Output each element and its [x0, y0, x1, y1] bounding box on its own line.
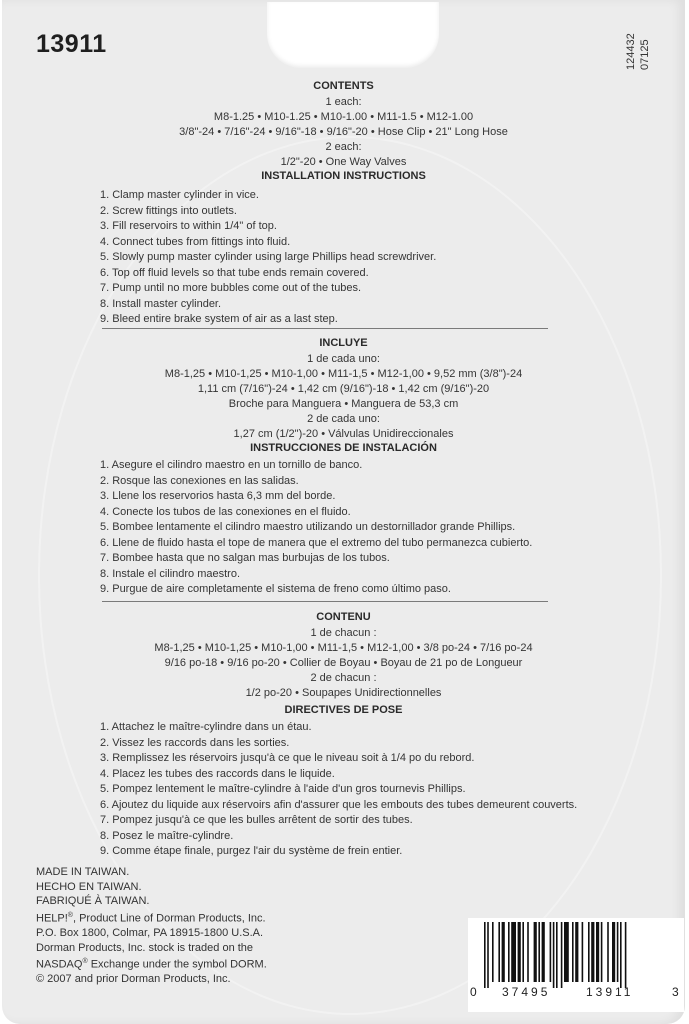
barcode-bar [508, 922, 510, 982]
contents-line: 1 de chacun : [310, 627, 377, 639]
contents-line: 2 each: [325, 141, 362, 153]
instruction-step: 8. Instale el cilindro maestro. [100, 567, 241, 580]
instruction-step: 6. Top off fluid levels so that tube ends remain covered. [100, 266, 369, 279]
code-2: 07125 [639, 39, 651, 70]
copyright: © 2007 and prior Dorman Products, Inc. [36, 973, 231, 986]
contents-line: 1,11 cm (7/16")-24 • 1,42 cm (9/16")-18 • 1,42 cm (9/16")-20 [197, 383, 490, 395]
exchange-line [36, 955, 267, 972]
contents-title-fr: CONTENU [316, 611, 371, 623]
registered-mark: ® [67, 911, 73, 919]
barcode-bar [492, 922, 494, 982]
instruction-step: 7. Pompez jusqu'à ce que les bulles arrêtent de sortir des tubes. [100, 814, 413, 826]
instructions-title-en: INSTALLATION INSTRUCTIONS [261, 170, 426, 182]
contents-list-fr [2, 626, 685, 701]
contents-line: Broche para Manguera • Manguera de 53,3 cm [228, 398, 459, 410]
barcode-bar [620, 922, 622, 988]
stock-line: Dorman Products, Inc. stock is traded on the [36, 941, 254, 954]
barcode-bar [502, 922, 505, 982]
nasdaq-text: NASDAQ [36, 958, 83, 971]
contents-list-en [2, 95, 685, 170]
barcode-bar [607, 922, 609, 982]
contents-line: 1/2"-20 • One Way Valves [280, 156, 407, 168]
instruction-step: 9. Bleed entire brake system of air as a last step. [100, 313, 338, 325]
instruction-step: 3. Remplissez les réservoirs jusqu'à ce que le niveau soit à 1/4 po du rebord. [100, 752, 475, 764]
barcode-bar [601, 922, 603, 982]
instruction-step: 8. Posez le maître-cylindre. [100, 829, 234, 842]
barcode-bar [617, 922, 619, 982]
barcode-bar [538, 922, 540, 982]
product-line-text: , Product Line of Dorman Products, Inc. [72, 912, 266, 925]
divider [102, 328, 548, 329]
contents-line: 1,27 cm (1/2")-20 • Válvulas Unidireccionales [233, 428, 454, 440]
instruction-step: 2. Screw fittings into outlets. [100, 204, 237, 217]
contents-line: 3/8"-24 • 7/16"-24 • 9/16"-18 • 9/16"-20 • Hose Clip • 21" Long Hose [179, 126, 508, 138]
contents-line: 1 each: [325, 96, 362, 108]
instructions-title-es: INSTRUCCIONES DE INSTALACIÓN [250, 442, 437, 454]
instruction-step: 3. Llene los reservorios hasta 6,3 mm del borde. [100, 490, 336, 502]
part-number: 13911 [36, 30, 107, 58]
barcode-bar [522, 922, 524, 982]
barcode-bar [527, 922, 529, 982]
contents-line: 2 de cada uno: [307, 413, 380, 425]
barcode-bar [498, 922, 500, 982]
contents-line: M8-1,25 • M10-1,25 • M10-1,00 • M11-1,5 • M12-1,00 • 9,52 mm (3/8")-24 [164, 368, 523, 380]
instruction-step: 5. Bombee lentamente el cilindro maestro utilizando un destornillador grande Phillips. [100, 521, 516, 533]
help-brand: HELP! [36, 912, 68, 925]
contents-line: M8-1,25 • M10-1,25 • M10-1,00 • M11-1,5 • M12-1,00 • 3/8 po-24 • 7/16 po-24 [154, 642, 533, 654]
product-line [36, 909, 267, 926]
contents-line: 2 de chacun : [310, 672, 377, 684]
manufacturer-info [36, 865, 267, 987]
exchange-text: Exchange under the symbol DORM. [87, 958, 267, 971]
instruction-step: 5. Pompez lentement le maître-cylindre à l'aide d'un gros tournevis Phillips. [100, 783, 466, 795]
instruction-step: 9. Comme étape finale, purgez l'air du système de frein entier. [100, 845, 403, 857]
instruction-step: 1. Asegure el cilindro maestro en un tornillo de banco. [100, 459, 363, 471]
barcode-bar [534, 922, 537, 982]
contents-title-en: CONTENTS [313, 80, 374, 92]
instruction-step: 2. Vissez les raccords dans les sorties. [100, 736, 290, 749]
address: P.O. Box 1800, Colmar, PA 18915-1800 U.S.A. [36, 927, 264, 940]
instruction-step: 2. Rosque las conexiones en las salidas. [100, 474, 299, 487]
contents-line: 9/16 po-18 • 9/16 po-20 • Collier de Boyau • Boyau de 21 po de Longueur [164, 657, 523, 669]
packaging-card [2, 0, 685, 1024]
barcode-bar [572, 922, 574, 982]
barcode-bar [575, 922, 578, 982]
instruction-step: 8. Install master cylinder. [100, 297, 222, 310]
instruction-step: 6. Llene de fluido hasta el tope de manera que el extremo del tubo permanezca cubierto. [100, 536, 533, 549]
made-in-es: HECHO EN TAIWAN. [36, 880, 142, 893]
instruction-step: 1. Clamp master cylinder in vice. [100, 189, 259, 201]
barcode-bar [511, 922, 516, 982]
instruction-step: 7. Pump until no more bubbles come out of the tubes. [100, 282, 362, 294]
barcode-bar [518, 922, 521, 982]
barcode-bar [564, 922, 569, 982]
instruction-step: 3. Fill reservoirs to within 1/4" of top. [100, 220, 277, 232]
instruction-step: 6. Ajoutez du liquide aux réservoirs afin d'assurer que les embouts des tubes demeurent couverts. [100, 798, 578, 811]
barcode-bar [487, 922, 489, 988]
hang-hole [267, 2, 439, 68]
barcode-bars [482, 922, 672, 988]
barcode-bar [582, 922, 584, 982]
barcode-bar [550, 922, 552, 982]
contents-line: M8-1.25 • M10-1.25 • M10-1.00 • M11-1.5 • M12-1.00 [213, 111, 474, 123]
barcode-digit-left: 0 [470, 985, 477, 999]
barcode-bar [556, 922, 558, 988]
instruction-step: 5. Slowly pump master cylinder using large Phillips head screwdriver. [100, 251, 437, 263]
contents-title-es: INCLUYE [319, 337, 368, 349]
barcode-bar [625, 922, 627, 988]
barcode-bar [591, 922, 594, 982]
instruction-step: 9. Purgue de aire completamente el sistema de freno como último paso. [100, 583, 451, 595]
barcode-bar [561, 922, 563, 988]
instructions-list-en [100, 188, 436, 328]
instruction-step: 4. Placez les tubes des raccords dans le liquide. [100, 767, 335, 780]
barcode-bar [553, 922, 555, 988]
instructions-list-fr [100, 720, 577, 860]
barcode-group-2: 13911 [586, 985, 634, 999]
made-in-en: MADE IN TAIWAN. [36, 866, 130, 878]
barcode-bar [612, 922, 615, 982]
barcode-bar [542, 922, 545, 982]
instructions-title-fr: DIRECTIVES DE POSE [284, 704, 403, 716]
instruction-step: 4. Connect tubes from fittings into fluid. [100, 235, 291, 248]
instruction-step: 7. Bombee hasta que no salgan mas burbujas de los tubos. [100, 552, 390, 564]
code-1: 124432 [625, 33, 637, 70]
instruction-step: 4. Conecte los tubos de las conexiones en el fluido. [100, 505, 351, 518]
contents-line: 1/2 po-20 • Soupapes Unidirectionnelles [245, 687, 442, 699]
instructions-list-es [100, 458, 532, 598]
divider [102, 601, 548, 602]
barcode-group-1: 37495 [502, 985, 551, 999]
contents-line: 1 de cada uno: [307, 353, 380, 365]
barcode-digit-right: 3 [672, 985, 679, 999]
barcode-bar [588, 922, 590, 982]
contents-list-es [2, 352, 685, 442]
instruction-step: 1. Attachez le maître-cylindre dans un étau. [100, 721, 312, 733]
barcode-bar [596, 922, 599, 982]
made-in-fr: FABRIQUÉ À TAIWAN. [36, 895, 150, 908]
barcode-bar [484, 922, 486, 988]
barcode [468, 918, 684, 1012]
registered-mark: ® [82, 958, 88, 966]
